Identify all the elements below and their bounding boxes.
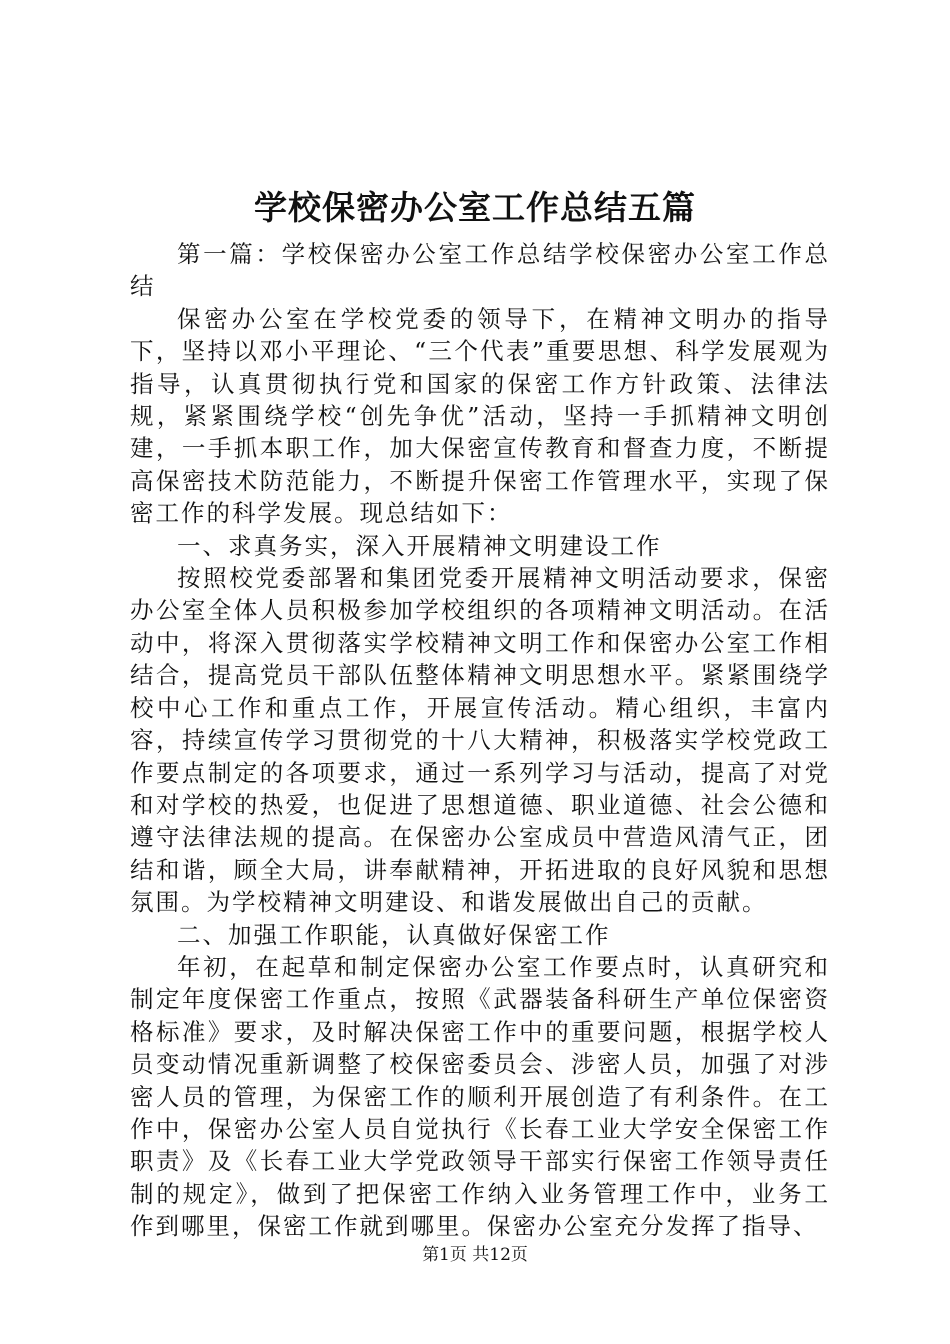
paragraph-heading-2: 二、加强工作职能，认真做好保密工作 <box>177 920 611 949</box>
paragraph-confidentiality-work: 年初，在起草和制定保密办公室工作要点时，认真研究和制定年度保密工作重点，按照《武器装备科研生产单位保密资格标准》要求，及时解决保密工作中的重要问题，根据学校人员变动情况重新调整了校保密委员会、涉密人员，加强了对涉密人员的管理，为保密工作的顺利开展创造了有利条件。在工作中，保密办公室人员自觉执行《长春工业大学安全保密工作职责》及《长春工业大学党政领导干部实行保密工作领导责任制的规定》，做到了把保密工作纳入业务管理工作中，业务工作到哪里，保密工作就到哪里。保密办公室充分发挥了指导、 <box>130 952 830 1241</box>
paragraph-intro: 保密办公室在学校党委的领导下，在精神文明办的指导下，坚持以邓小平理论、“三个代表”重要思想、科学发展观为指导，认真贯彻执行党和国家的保密工作方针政策、法律法规，紧紧围绕学校“创先争优”活动，坚持一手抓精神文明创建，一手抓本职工作，加大保密宣传教育和督查力度，不断提高保密技术防范能力，不断提升保密工作管理水平，实现了保密工作的科学发展。现总结如下： <box>130 304 830 528</box>
document-body <box>130 238 830 1243</box>
page-number-footer: 第1页 共12页 <box>422 1245 528 1265</box>
paragraph-heading-1: 一、求真务实，深入开展精神文明建设工作 <box>177 531 662 560</box>
document-title: 学校保密办公室工作总结五篇 <box>254 188 696 227</box>
paragraph-section-heading: 第一篇：学校保密办公室工作总结学校保密办公室工作总结 <box>130 240 830 301</box>
paragraph-spiritual-civilization: 按照校党委部署和集团党委开展精神文明活动要求，保密办公室全体人员积极参加学校组织的各项精神文明活动。在活动中，将深入贯彻落实学校精神文明工作和保密办公室工作相结合，提高党员干部队伍整体精神文明思想水平。紧紧围绕学校中心工作和重点工作，开展宣传活动。精心组织，丰富内容，持续宣传学习贯彻党的十八大精神，积极落实学校党政工作要点制定的各项要求，通过一系列学习与活动，提高了对党和对学校的热爱，也促进了思想道德、职业道德、社会公德和遵守法律法规的提高。在保密办公室成员中营造风清气正，团结和谐，顾全大局，讲奉献精神，开拓进取的良好风貌和思想氛围。为学校精神文明建设、和谐发展做出自己的贡献。 <box>130 564 830 917</box>
